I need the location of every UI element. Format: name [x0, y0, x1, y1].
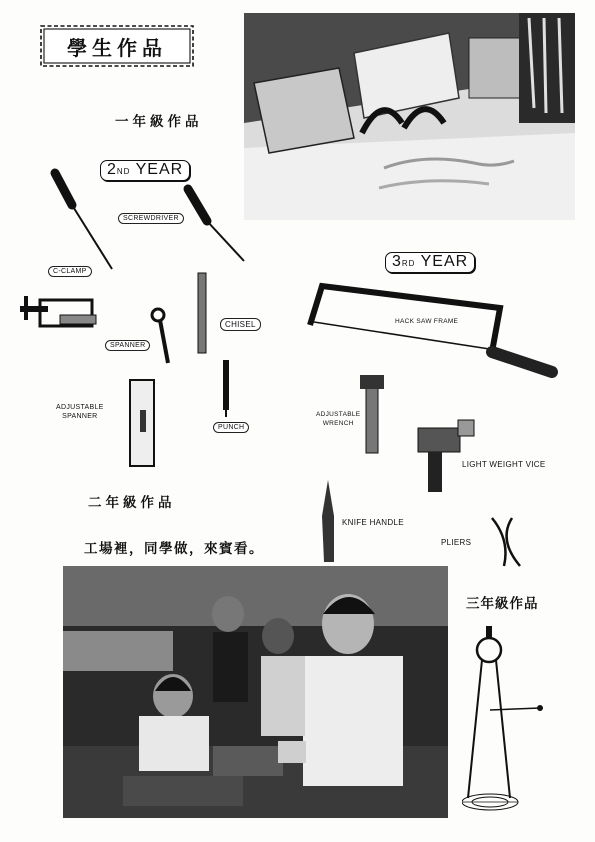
third-year-tools-drawing [300, 280, 570, 580]
hack-saw-frame-drawing [310, 286, 552, 372]
adjustable-spanner-label [56, 403, 104, 421]
hack-saw-frame-label: HACK SAW FRAME [395, 318, 459, 325]
year-suffix: RD [401, 259, 416, 268]
adjustable-spanner-drawing [130, 380, 154, 466]
screwdriver-label: SCREWDRIVER [118, 213, 184, 224]
year-word: YEAR [135, 161, 184, 178]
second-year-heading: 二年級作品 [88, 495, 176, 511]
adjustable-spanner-label-line2: SPANNER [62, 413, 98, 420]
adjustable-spanner-label-line1: ADJUSTABLE [56, 404, 104, 411]
c-clamp-label: C-CLAMP [48, 266, 92, 277]
screwdriver-2-drawing [188, 189, 244, 261]
punch-label: PUNCH [213, 422, 249, 433]
year-word: YEAR [420, 253, 469, 270]
year-suffix: ND [116, 167, 131, 176]
adjustable-wrench-label-line1: ADJUSTABLE [316, 411, 361, 418]
pliers-drawing [492, 518, 520, 566]
c-clamp-drawing [20, 296, 96, 326]
light-weight-vice-label: LIGHT WEIGHT VICE [462, 460, 546, 469]
screwdriver-1-drawing [55, 173, 112, 269]
third-year-dividers-drawing [462, 620, 562, 820]
third-year-badge [385, 252, 475, 273]
pliers-label: PLIERS [441, 538, 472, 547]
knife-handle-drawing [322, 480, 334, 562]
workshop-students-photo [63, 566, 448, 818]
adjustable-wrench-label [316, 410, 360, 428]
spanner-drawing [152, 309, 168, 363]
first-year-works-photo [244, 13, 575, 220]
punch-drawing [223, 360, 229, 417]
light-weight-vice-drawing [418, 420, 474, 492]
chisel-drawing [198, 273, 206, 353]
chisel-label: CHISEL [220, 318, 261, 331]
year-number: 2 [107, 161, 117, 178]
page-title: 學生作品 [67, 35, 167, 60]
adjustable-wrench-drawing [360, 375, 384, 453]
spanner-label: SPANNER [105, 340, 150, 351]
knife-handle-label: KNIFE HANDLE [342, 518, 404, 527]
workshop-caption: 工場裡，同學做，來賓看。 [84, 541, 264, 557]
year-number: 3 [392, 253, 402, 270]
adjustable-wrench-label-line2: WRENCH [322, 420, 354, 427]
first-year-heading: 一年級作品 [115, 114, 203, 130]
third-year-heading: 三年級作品 [466, 596, 539, 612]
